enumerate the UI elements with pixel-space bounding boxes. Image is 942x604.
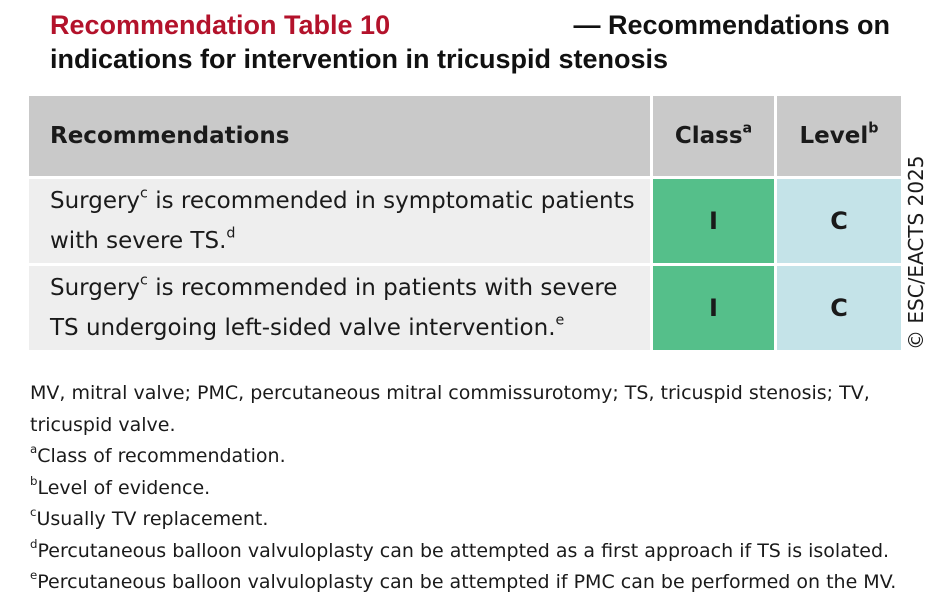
footnote-e: $^e$Percutaneous balloon valvuloplasty can be attempted if PMC can be performed on the MV. <box>30 568 897 593</box>
footnote-c: $^c$Usually TV replacement. <box>30 505 269 530</box>
class-cell: I <box>650 179 774 266</box>
header-class-sup: a <box>742 120 753 137</box>
table-row <box>29 266 901 353</box>
table-row <box>29 179 901 266</box>
recommendation-text: Surgery$^c$ is recommended in patients with severe TS undergoing left-sided valve intervention.$^e$ <box>29 266 650 353</box>
title-red-part: Recommendation Table 10 <box>50 10 391 40</box>
abbreviations-note: MV, mitral valve; PMC, percutaneous mitral commissurotomy; TS, tricuspid stenosis; TV, tricuspid valve. <box>30 382 870 436</box>
recommendation-table <box>29 96 901 353</box>
class-cell: I <box>650 266 774 353</box>
copyright-notice: © ESC/EACTS 2025 <box>904 155 928 350</box>
title-line1-rest: — Recommendations on <box>573 10 890 40</box>
header-recommendations: Recommendations <box>29 96 650 179</box>
title-line2: indications for intervention in tricuspid stenosis <box>50 44 669 74</box>
table-title <box>50 8 890 76</box>
footnotes <box>30 378 902 599</box>
level-cell: C <box>774 179 901 266</box>
table-header-row <box>29 96 901 179</box>
level-cell: C <box>774 266 901 353</box>
header-level-sup: b <box>868 120 879 137</box>
header-class: Class$^a$ <box>650 96 774 179</box>
footnote-d: $^d$Percutaneous balloon valvuloplasty can be attempted as a first approach if TS is isolated. <box>30 536 890 562</box>
footnote-b: $^b$Level of evidence. <box>30 473 211 499</box>
footnote-a: $^a$Class of recommendation. <box>30 442 286 467</box>
recommendation-text: Surgery$^c$ is recommended in symptomatic patients with severe TS.$^d$ <box>29 179 650 266</box>
header-level: Level$^b$ <box>774 96 901 179</box>
